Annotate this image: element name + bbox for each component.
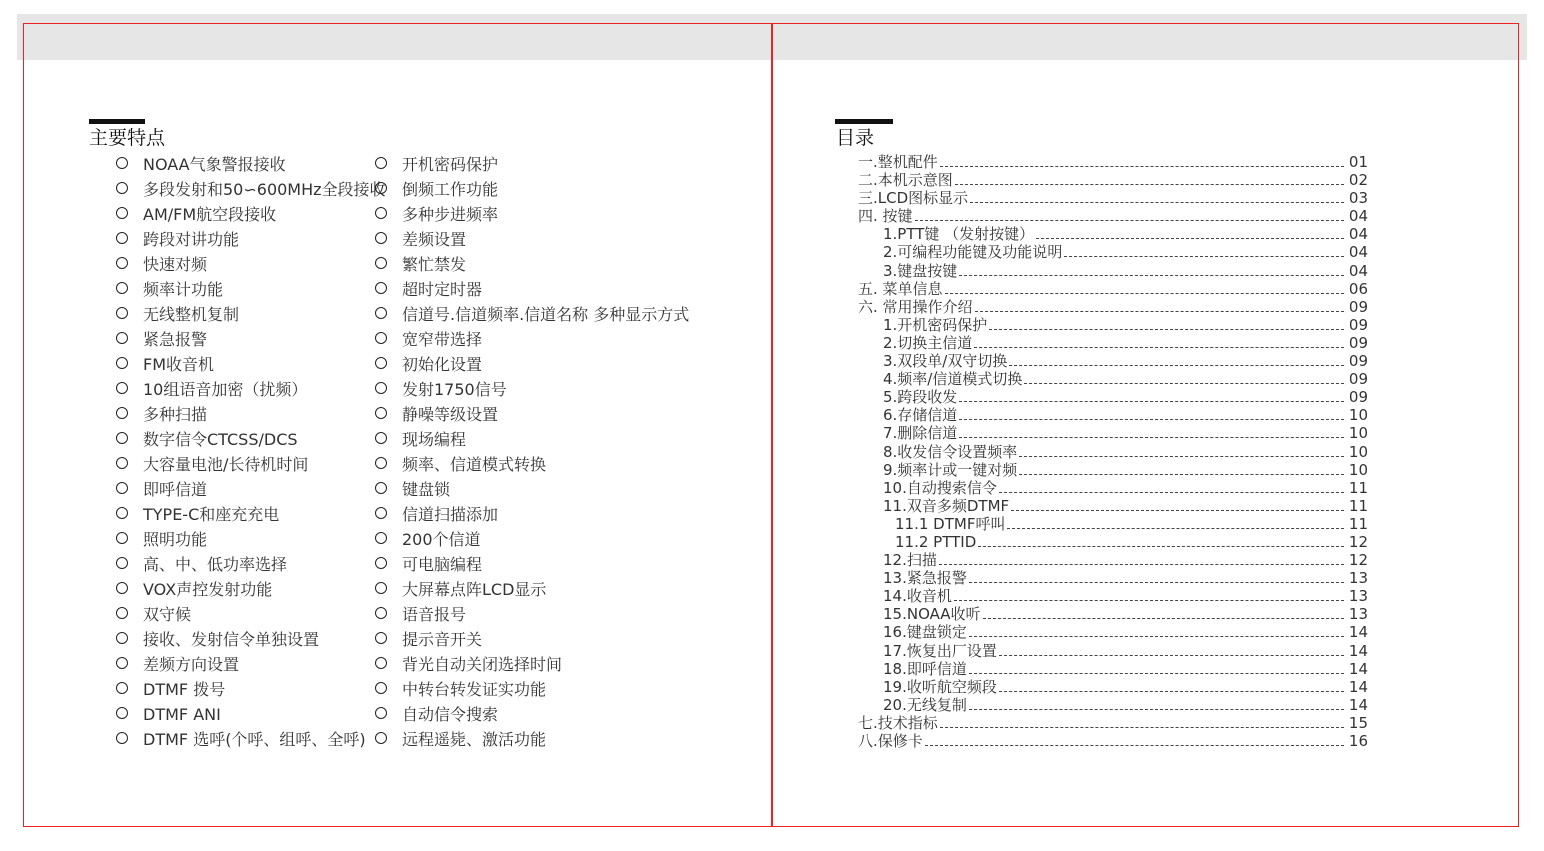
toc-leader-line <box>969 709 1344 710</box>
toc-entry-label: 四. 按键 <box>858 207 913 226</box>
toc-entry-page: 13 <box>1348 605 1368 624</box>
circle-bullet-icon <box>116 357 128 369</box>
toc-entry-page: 14 <box>1348 659 1368 678</box>
feature-label: 即呼信道 <box>143 480 208 499</box>
toc-entry-label: 9.频率计或一键对频 <box>883 460 1018 479</box>
toc-entry-page: 01 <box>1348 153 1368 171</box>
toc-entry[interactable] <box>858 678 1368 696</box>
toc-entry[interactable] <box>858 388 1368 406</box>
toc-entry-page: 09 <box>1348 333 1368 352</box>
toc-entry[interactable] <box>858 623 1368 641</box>
circle-bullet-icon <box>375 482 387 494</box>
circle-bullet-icon <box>116 732 128 744</box>
toc-entry-label: 11.1 DTMF呼叫 <box>895 514 1006 533</box>
feature-label: 双守候 <box>143 605 192 624</box>
toc-entry-label: 17.恢复出厂设置 <box>883 641 997 660</box>
toc-entry-page: 04 <box>1348 243 1368 262</box>
feature-label: 跨段对讲功能 <box>143 230 240 249</box>
feature-label: VOX声控发射功能 <box>143 580 273 599</box>
feature-label: 数字信令CTCSS/DCS <box>143 430 298 449</box>
toc-entry-page: 10 <box>1348 460 1368 479</box>
feature-label: 远程遥毙、激活功能 <box>402 730 547 749</box>
toc-entry[interactable] <box>858 461 1368 479</box>
feature-label: 大容量电池/长待机时间 <box>143 455 309 474</box>
toc-entry-page: 09 <box>1348 315 1368 334</box>
feature-label: 多段发射和50∽600MHz全段接收 <box>143 180 386 199</box>
feature-label: 语音报号 <box>402 605 467 624</box>
feature-label: 无线整机复制 <box>143 305 240 324</box>
circle-bullet-icon <box>375 232 387 244</box>
toc-entry[interactable] <box>858 334 1368 352</box>
feature-label: 差频设置 <box>402 230 467 249</box>
toc-entry-page: 15 <box>1348 713 1368 732</box>
feature-label: TYPE-C和座充充电 <box>143 505 280 524</box>
circle-bullet-icon <box>375 257 387 269</box>
toc-entry-label: 五. 菜单信息 <box>858 279 943 298</box>
feature-label: 照明功能 <box>143 530 208 549</box>
toc-entry-label: 3.双段单/双守切换 <box>883 352 1008 371</box>
toc-leader-line <box>955 184 1344 185</box>
circle-bullet-icon <box>116 532 128 544</box>
feature-label: 提示音开关 <box>402 630 483 649</box>
toc-leader-line <box>969 636 1344 637</box>
circle-bullet-icon <box>116 307 128 319</box>
circle-bullet-icon <box>116 607 128 619</box>
toc-entry-label: 1.开机密码保护 <box>883 315 988 334</box>
feature-label: 200个信道 <box>402 530 481 549</box>
toc-entry-page: 11 <box>1348 496 1368 515</box>
circle-bullet-icon <box>116 707 128 719</box>
toc-entry-page: 13 <box>1348 587 1368 606</box>
toc-entry[interactable] <box>858 298 1368 316</box>
page-divider <box>771 23 773 827</box>
toc-leader-line <box>1064 256 1344 257</box>
feature-label: 发射1750信号 <box>402 380 507 399</box>
toc-entry-label: 4.频率/信道模式切换 <box>883 370 1023 389</box>
toc-leader-line <box>915 220 1344 221</box>
feature-label: DTMF ANI <box>143 705 221 724</box>
toc-entry[interactable] <box>858 370 1368 388</box>
toc-entry[interactable] <box>858 515 1368 533</box>
toc-entry-label: 6.存储信道 <box>883 406 958 425</box>
toc-leader-line <box>1007 528 1344 529</box>
circle-bullet-icon <box>375 507 387 519</box>
toc-entry-page: 06 <box>1348 279 1368 298</box>
circle-bullet-icon <box>116 507 128 519</box>
toc-leader-line <box>959 275 1344 276</box>
toc-leader-line <box>925 745 1344 746</box>
toc-entry[interactable] <box>858 479 1368 497</box>
toc-leader-line <box>1011 510 1344 511</box>
feature-label: 快速对频 <box>143 255 208 274</box>
circle-bullet-icon <box>116 182 128 194</box>
circle-bullet-icon <box>375 157 387 169</box>
feature-label: 可电脑编程 <box>402 555 483 574</box>
toc-entry-label: 20.无线复制 <box>883 695 967 714</box>
feature-label: 开机密码保护 <box>402 155 499 174</box>
toc-entry-label: 8.收发信令设置频率 <box>883 442 1018 461</box>
circle-bullet-icon <box>375 282 387 294</box>
toc-entry-page: 10 <box>1348 442 1368 461</box>
toc-leader-line <box>983 618 1344 619</box>
toc-entry-label: 7.删除信道 <box>883 424 958 443</box>
feature-label: 大屏幕点阵LCD显示 <box>402 580 547 599</box>
toc-leader-line <box>940 166 1344 167</box>
feature-label: 多种扫描 <box>143 405 208 424</box>
toc-entry-label: 10.自动搜索信令 <box>883 478 997 497</box>
toc-entry[interactable] <box>858 587 1368 605</box>
toc-leader-line <box>1024 383 1344 384</box>
toc-leader-line <box>978 546 1344 547</box>
toc-entry-label: 一.整机配件 <box>858 153 938 171</box>
circle-bullet-icon <box>116 432 128 444</box>
circle-bullet-icon <box>375 557 387 569</box>
circle-bullet-icon <box>375 682 387 694</box>
feature-label: 自动信令搜索 <box>402 705 499 724</box>
circle-bullet-icon <box>116 557 128 569</box>
toc-entry-label: 19.收听航空频段 <box>883 677 997 696</box>
circle-bullet-icon <box>375 432 387 444</box>
toc-entry-label: 2.可编程功能键及功能说明 <box>883 243 1063 262</box>
toc-entry-page: 09 <box>1348 352 1368 371</box>
toc-entry[interactable] <box>858 551 1368 569</box>
toc-entry[interactable] <box>858 569 1368 587</box>
toc-entry-page: 13 <box>1348 569 1368 588</box>
feature-label: 背光自动关闭选择时间 <box>402 655 563 674</box>
circle-bullet-icon <box>116 332 128 344</box>
toc-entry-page: 11 <box>1348 478 1368 497</box>
circle-bullet-icon <box>375 182 387 194</box>
table-of-contents <box>858 153 1368 750</box>
circle-bullet-icon <box>116 157 128 169</box>
circle-bullet-icon <box>116 207 128 219</box>
circle-bullet-icon <box>375 532 387 544</box>
circle-bullet-icon <box>375 307 387 319</box>
toc-leader-line <box>1009 365 1344 366</box>
toc-entry-label: 13.紧急报警 <box>883 569 967 588</box>
toc-entry-label: 11.双音多频DTMF <box>883 496 1010 515</box>
circle-bullet-icon <box>375 382 387 394</box>
toc-entry[interactable] <box>858 153 1368 171</box>
toc-entry[interactable] <box>858 406 1368 424</box>
toc-entry-label: 八.保修卡 <box>858 732 923 750</box>
circle-bullet-icon <box>375 207 387 219</box>
feature-label: 超时定时器 <box>402 280 483 299</box>
circle-bullet-icon <box>116 232 128 244</box>
toc-entry-page: 11 <box>1348 514 1368 533</box>
toc-entry-label: 14.收音机 <box>883 587 952 606</box>
toc-entry[interactable] <box>858 660 1368 678</box>
toc-entry-page: 03 <box>1348 189 1368 208</box>
toc-entry[interactable] <box>858 352 1368 370</box>
feature-label: 繁忙禁发 <box>402 255 467 274</box>
circle-bullet-icon <box>375 357 387 369</box>
circle-bullet-icon <box>375 407 387 419</box>
toc-entry-label: 18.即呼信道 <box>883 659 967 678</box>
toc-entry[interactable] <box>858 280 1368 298</box>
toc-entry-label: 3.键盘按键 <box>883 261 958 280</box>
toc-entry-label: 2.切换主信道 <box>883 333 973 352</box>
feature-label: 紧急报警 <box>143 330 208 349</box>
circle-bullet-icon <box>116 282 128 294</box>
circle-bullet-icon <box>116 407 128 419</box>
toc-entry-page: 02 <box>1348 171 1368 190</box>
toc-entry[interactable] <box>858 424 1368 442</box>
toc-leader-line <box>1019 474 1344 475</box>
circle-bullet-icon <box>375 582 387 594</box>
feature-label: NOAA气象警报接收 <box>143 155 286 174</box>
toc-leader-line <box>959 437 1344 438</box>
toc-entry-page: 04 <box>1348 207 1368 226</box>
toc-entry-label: 15.NOAA收听 <box>883 605 981 624</box>
toc-entry-label: 二.本机示意图 <box>858 171 953 190</box>
toc-entry-label: 七.技术指标 <box>858 713 938 732</box>
toc-leader-line <box>999 492 1344 493</box>
toc-entry[interactable] <box>858 189 1368 207</box>
features-title: 主要特点 <box>89 127 166 149</box>
feature-label: 频率计功能 <box>143 280 224 299</box>
toc-entry[interactable] <box>858 732 1368 750</box>
toc-leader-line <box>939 564 1344 565</box>
toc-leader-line <box>970 202 1344 203</box>
toc-entry-page: 14 <box>1348 695 1368 714</box>
feature-label: 宽窄带选择 <box>402 330 483 349</box>
toc-entry[interactable] <box>858 207 1368 225</box>
feature-label: 信道号.信道频率.信道名称 多种显示方式 <box>402 305 690 324</box>
feature-label: 多种步进频率 <box>402 205 499 224</box>
toc-entry-page: 09 <box>1348 370 1368 389</box>
toc-entry-page: 12 <box>1348 551 1368 570</box>
feature-label: 倒频工作功能 <box>402 180 499 199</box>
circle-bullet-icon <box>116 482 128 494</box>
circle-bullet-icon <box>116 682 128 694</box>
feature-label: 初始化设置 <box>402 355 483 374</box>
circle-bullet-icon <box>116 632 128 644</box>
circle-bullet-icon <box>375 457 387 469</box>
toc-entry-label: 11.2 PTTID <box>895 532 977 551</box>
toc-leader-line <box>940 727 1344 728</box>
toc-entry-page: 10 <box>1348 424 1368 443</box>
features-heading-bar <box>89 119 145 124</box>
toc-entry[interactable] <box>858 443 1368 461</box>
feature-label: 中转台转发证实功能 <box>402 680 547 699</box>
circle-bullet-icon <box>116 457 128 469</box>
toc-leader-line <box>969 673 1344 674</box>
circle-bullet-icon <box>116 657 128 669</box>
toc-heading-bar <box>835 119 893 124</box>
feature-label: 现场编程 <box>402 430 467 449</box>
toc-entry-label: 六. 常用操作介绍 <box>858 297 973 316</box>
toc-leader-line <box>954 600 1344 601</box>
toc-leader-line <box>959 401 1344 402</box>
toc-entry-label: 三.LCD图标显示 <box>858 189 969 208</box>
feature-label: 静噪等级设置 <box>402 405 499 424</box>
toc-entry-page: 14 <box>1348 641 1368 660</box>
feature-label: AM/FM航空段接收 <box>143 205 277 224</box>
feature-label: DTMF 拨号 <box>143 680 226 699</box>
toc-entry-page: 10 <box>1348 406 1368 425</box>
circle-bullet-icon <box>116 257 128 269</box>
toc-entry[interactable] <box>858 171 1368 189</box>
toc-leader-line <box>999 691 1344 692</box>
toc-title: 目录 <box>836 127 875 149</box>
toc-entry[interactable] <box>858 714 1368 732</box>
feature-label: FM收音机 <box>143 355 215 374</box>
toc-entry[interactable] <box>858 225 1368 243</box>
toc-leader-line <box>1019 456 1344 457</box>
feature-label: 差频方向设置 <box>143 655 240 674</box>
toc-entry[interactable] <box>858 316 1368 334</box>
toc-entry[interactable] <box>858 262 1368 280</box>
toc-entry[interactable] <box>858 533 1368 551</box>
toc-entry-page: 14 <box>1348 623 1368 642</box>
toc-entry-label: 5.跨段收发 <box>883 388 958 407</box>
circle-bullet-icon <box>116 582 128 594</box>
circle-bullet-icon <box>375 732 387 744</box>
toc-entry-label: 16.键盘锁定 <box>883 623 967 642</box>
toc-entry-page: 12 <box>1348 532 1368 551</box>
toc-entry[interactable] <box>858 696 1368 714</box>
toc-entry-page: 16 <box>1348 732 1368 750</box>
toc-leader-line <box>969 582 1344 583</box>
feature-label: 接收、发射信令单独设置 <box>143 630 320 649</box>
toc-leader-line <box>999 655 1344 656</box>
toc-entry-page: 14 <box>1348 677 1368 696</box>
toc-leader-line <box>945 293 1344 294</box>
toc-entry-label: 12.扫描 <box>883 551 937 570</box>
circle-bullet-icon <box>375 607 387 619</box>
toc-entry-page: 09 <box>1348 388 1368 407</box>
toc-entry[interactable] <box>858 605 1368 623</box>
feature-label: 频率、信道模式转换 <box>402 455 547 474</box>
circle-bullet-icon <box>375 632 387 644</box>
toc-leader-line <box>959 419 1344 420</box>
feature-label: 10组语音加密（扰频） <box>143 380 308 399</box>
toc-entry-page: 04 <box>1348 261 1368 280</box>
toc-entry-page: 04 <box>1348 225 1368 244</box>
toc-entry-page: 09 <box>1348 297 1368 316</box>
circle-bullet-icon <box>375 707 387 719</box>
feature-label: 高、中、低功率选择 <box>143 555 288 574</box>
toc-leader-line <box>975 311 1344 312</box>
feature-label: DTMF 选呼(个呼、组呼、全呼) <box>143 730 366 749</box>
circle-bullet-icon <box>375 332 387 344</box>
toc-entry-label: 1.PTT键 （发射按键） <box>883 225 1035 244</box>
toc-leader-line <box>1036 238 1344 239</box>
feature-label: 键盘锁 <box>402 480 451 499</box>
toc-leader-line <box>989 329 1344 330</box>
toc-entry[interactable] <box>858 243 1368 261</box>
feature-label: 信道扫描添加 <box>402 505 499 524</box>
toc-leader-line <box>974 347 1344 348</box>
toc-entry[interactable] <box>858 497 1368 515</box>
toc-entry[interactable] <box>858 642 1368 660</box>
circle-bullet-icon <box>116 382 128 394</box>
circle-bullet-icon <box>375 657 387 669</box>
